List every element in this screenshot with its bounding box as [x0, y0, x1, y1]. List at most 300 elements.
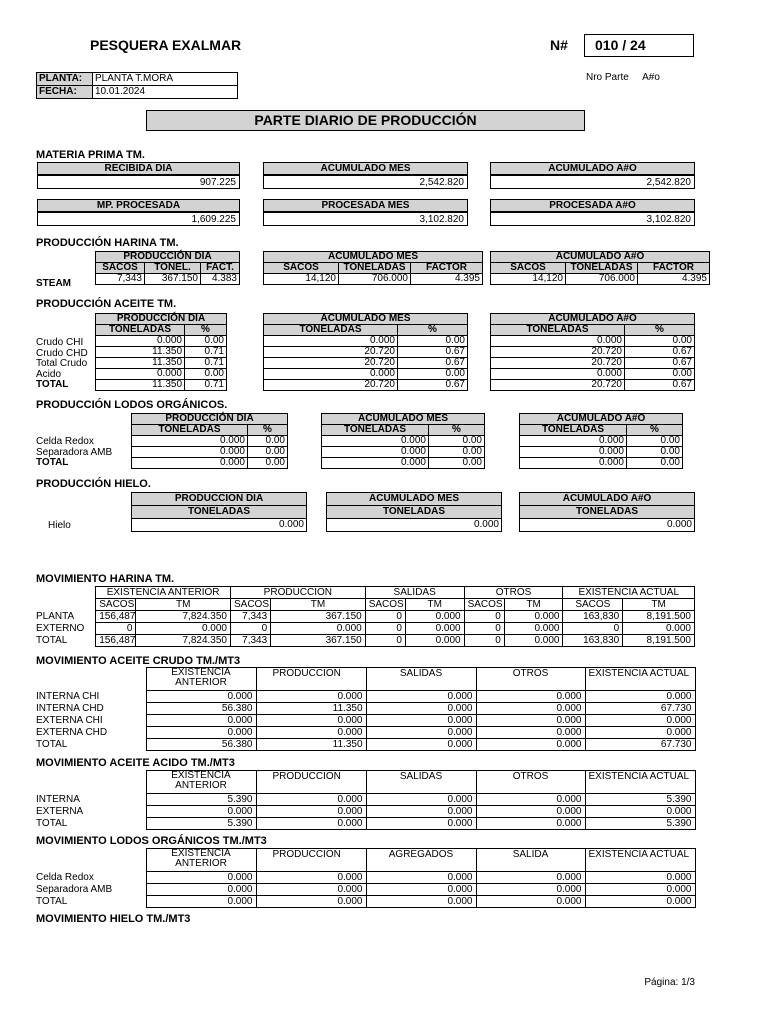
mov_aceite_crudo-cell: 56.380 — [146, 703, 256, 715]
lodos-row — [520, 447, 683, 458]
harina-value-row — [96, 274, 240, 285]
page-number: Página: 1/3 — [644, 977, 695, 988]
harina-title: PRODUCCIÓN HARINA TM. — [36, 237, 179, 249]
aceite-row-label: TOTAL — [36, 379, 69, 390]
mov-harina-cell: 367.150 — [271, 611, 366, 623]
mov_aceite_acido-header-row — [36, 771, 695, 794]
hielo-title: PRODUCCIÓN HIELO. — [36, 478, 151, 490]
mov_lodos-cell: 0.000 — [585, 872, 695, 884]
lodos-col-row — [132, 425, 288, 436]
harina-block-title: ACUMULADO MES — [264, 252, 483, 263]
mov-harina-sub: TM — [136, 599, 231, 611]
aceite-cell: 20.720 — [491, 358, 625, 369]
hielo-value-row — [520, 519, 695, 532]
mov-harina-cell: 7,343 — [230, 611, 270, 623]
aceite-row — [264, 369, 468, 380]
lodos-title-row — [132, 414, 288, 425]
mov_lodos-cell: 0.000 — [366, 884, 476, 896]
mov-harina-cell: 367.150 — [271, 635, 366, 647]
mov_aceite_crudo-row — [36, 739, 695, 751]
lodos-row — [322, 458, 485, 469]
lodos-cell: 0.000 — [132, 436, 248, 447]
lodos-col-header: % — [627, 425, 683, 436]
lodos-cell: 0.00 — [627, 447, 683, 458]
mov-harina-title: MOVIMIENTO HARINA TM. — [36, 573, 175, 585]
aceite-cell: 0.00 — [398, 336, 468, 347]
harina-col-header: SACOS — [96, 263, 145, 274]
mov_aceite_acido-cell: 0.000 — [256, 806, 366, 818]
mov_aceite_crudo-col-header: EXISTENCIA ANTERIOR — [146, 668, 256, 691]
lodos-cell: 0.000 — [322, 436, 429, 447]
harina-col-header: FACT. — [201, 263, 240, 274]
aceite-row — [96, 336, 227, 347]
mov_aceite_crudo-cell: 0.000 — [366, 715, 476, 727]
mov_aceite_crudo-cell: 0.000 — [146, 691, 256, 703]
aceite-col-row — [491, 325, 695, 336]
mov_aceite_acido-cell: 0.000 — [256, 794, 366, 806]
planta-value: PLANTA T.MORA — [93, 73, 238, 86]
aceite-col-header: % — [625, 325, 695, 336]
mov-harina-cell: 0 — [464, 635, 504, 647]
aceite-block — [263, 313, 468, 391]
mov_aceite_acido-cell: 0.000 — [366, 818, 476, 830]
mov_aceite_acido-row — [36, 818, 695, 830]
mov-harina-group: PRODUCCION — [230, 587, 365, 599]
aceite-col-header: TONELADAS — [96, 325, 185, 336]
mov_aceite_acido-cell: 0.000 — [366, 806, 476, 818]
mov_aceite_crudo-cell: 0.000 — [256, 727, 366, 739]
harina-block — [263, 251, 483, 285]
harina-col-header: TONEL. — [145, 263, 201, 274]
planta-fecha-table — [36, 72, 238, 99]
mov_aceite_crudo-cell: 0.000 — [256, 691, 366, 703]
aceite-cell: 0.67 — [398, 380, 468, 391]
lodos-block-title: ACUMULADO MES — [322, 414, 485, 425]
report-title: PARTE DIARIO DE PRODUCCIÓN — [146, 110, 585, 131]
mp-label: RECIBIDA DIA — [37, 162, 240, 175]
mov_aceite_acido-cell: 0.000 — [366, 794, 476, 806]
mov_aceite_crudo-cell: 0.000 — [366, 703, 476, 715]
mov_lodos-row — [36, 884, 695, 896]
lodos-block — [321, 413, 485, 469]
mov-harina-group: SALIDAS — [365, 587, 464, 599]
mov_aceite_crudo-header-row — [36, 668, 695, 691]
mp-label: PROCESADA A#O — [490, 199, 695, 212]
harina-row-label: STEAM — [36, 278, 71, 289]
aceite-row — [96, 369, 227, 380]
mov-harina-cell: 0 — [96, 623, 136, 635]
aceite-cell: 20.720 — [491, 347, 625, 358]
nro-parte — [586, 72, 660, 83]
mov_aceite_crudo-cell: 67.730 — [585, 703, 695, 715]
harina-title-row — [491, 252, 710, 263]
mov_lodos-row-label: TOTAL — [36, 896, 68, 907]
harina-cell: 14,120 — [264, 274, 339, 285]
mp-label: PROCESADA MES — [263, 199, 468, 212]
hielo-row-label: Hielo — [48, 520, 71, 531]
aceite-block — [95, 313, 227, 391]
harina-cell: 706.000 — [566, 274, 638, 285]
mov_lodos-row — [36, 872, 695, 884]
mov_aceite_crudo-cell: 0.000 — [585, 727, 695, 739]
mov-harina-cell: 0 — [230, 623, 270, 635]
aceite-cell: 20.720 — [264, 358, 398, 369]
mov_lodos-cell: 0.000 — [476, 884, 585, 896]
aceite-title: PRODUCCIÓN ACEITE TM. — [36, 298, 177, 310]
aceite-cell: 0.67 — [398, 358, 468, 369]
harina-cell: 367.150 — [145, 274, 201, 285]
harina-cell: 7,343 — [96, 274, 145, 285]
lodos-cell: 0.00 — [429, 447, 485, 458]
mov_aceite_crudo-row — [36, 727, 695, 739]
mov_aceite_crudo-cell: 0.000 — [476, 715, 585, 727]
mov-harina-cell: 0 — [365, 611, 405, 623]
lodos-col-row — [322, 425, 485, 436]
mov-harina-cell: 0.000 — [405, 635, 464, 647]
mov_aceite_crudo-cell: 0.000 — [476, 727, 585, 739]
lodos-row — [132, 436, 288, 447]
mov-harina-sub: SACOS — [230, 599, 270, 611]
mov_aceite_crudo-row — [36, 691, 695, 703]
mov-harina-cell: 0.000 — [405, 623, 464, 635]
mov_aceite_crudo-cell: 0.000 — [256, 715, 366, 727]
blank-cell — [36, 587, 96, 599]
mov_aceite_crudo-cell: 11.350 — [256, 739, 366, 751]
mp-value: 3,102.820 — [263, 212, 468, 226]
hielo-block-title: ACUMULADO A#O — [520, 493, 695, 506]
aceite-title-row — [491, 314, 695, 325]
lodos-cell: 0.000 — [520, 436, 627, 447]
mov_lodos-cell: 0.000 — [366, 872, 476, 884]
aceite-cell: 0.000 — [96, 369, 185, 380]
aceite-cell: 11.350 — [96, 347, 185, 358]
hielo-cell: 0.000 — [520, 519, 695, 532]
aceite-block — [490, 313, 695, 391]
hielo-block — [326, 492, 502, 532]
fecha-label: FECHA: — [37, 86, 93, 99]
mov-harina-sub: SACOS — [365, 599, 405, 611]
mov-harina-cell: 7,824.350 — [136, 635, 231, 647]
mov-harina-group: OTROS — [464, 587, 563, 599]
lodos-cell: 0.000 — [132, 447, 248, 458]
mov_lodos-cell: 0.000 — [476, 896, 585, 908]
aceite-row-label: Crudo CHD — [36, 347, 88, 359]
company-name: PESQUERA EXALMAR — [90, 37, 242, 53]
aceite-row-label: Crudo CHI — [36, 337, 84, 348]
aceite-cell: 0.00 — [398, 369, 468, 380]
aceite-cell: 0.00 — [185, 369, 227, 380]
aceite-title-row — [96, 314, 227, 325]
lodos-cell: 0.000 — [322, 458, 429, 469]
aceite-block-title: ACUMULADO A#O — [491, 314, 695, 325]
hielo-col-row — [327, 506, 502, 519]
mov-harina-table — [36, 586, 695, 647]
lodos-cell: 0.00 — [429, 458, 485, 469]
mp-value: 907.225 — [37, 175, 240, 189]
mov_aceite_acido-row — [36, 794, 695, 806]
mov-harina-group-row — [36, 587, 695, 599]
aceite-row — [96, 380, 227, 391]
mov-harina-row — [36, 635, 695, 647]
aceite-row — [264, 347, 468, 358]
mov_aceite_crudo-table — [36, 667, 696, 751]
mov-aceite-crudo-title: MOVIMIENTO ACEITE CRUDO TM./MT3 — [36, 655, 241, 667]
mov_aceite_acido-cell: 0.000 — [476, 806, 585, 818]
mov_aceite_crudo-cell: 0.000 — [476, 703, 585, 715]
mov_lodos-cell: 0.000 — [585, 884, 695, 896]
lodos-row — [520, 436, 683, 447]
harina-cell: 14,120 — [491, 274, 566, 285]
mov-harina-group: EXISTENCIA ACTUAL — [563, 587, 695, 599]
harina-col-row — [96, 263, 240, 274]
aceite-row — [491, 347, 695, 358]
mov_lodos-col-header: PRODUCCION — [256, 849, 366, 872]
aceite-cell: 0.00 — [625, 369, 695, 380]
mp-value: 3,102.820 — [490, 212, 695, 226]
hielo-block — [131, 492, 307, 532]
mov-harina-row-label: TOTAL — [36, 635, 68, 646]
lodos-cell: 0.00 — [248, 447, 288, 458]
mov-harina-row-label: EXTERNO — [36, 623, 85, 634]
mov_lodos-cell: 0.000 — [256, 896, 366, 908]
harina-cell: 4.395 — [411, 274, 483, 285]
lodos-row — [132, 458, 288, 469]
mov-harina-cell: 8,191.500 — [623, 611, 695, 623]
doc-number-label: N# — [550, 37, 568, 53]
hielo-col-header: TONELADAS — [520, 506, 695, 519]
mov-harina-cell: 0.000 — [504, 623, 563, 635]
mov_lodos-col-header: AGREGADOS — [366, 849, 476, 872]
mov_aceite_acido-row — [36, 806, 695, 818]
mov-harina-cell: 163,830 — [563, 635, 623, 647]
hielo-title-row — [132, 493, 307, 506]
lodos-block-title: ACUMULADO A#O — [520, 414, 683, 425]
mov_lodos-cell: 0.000 — [256, 884, 366, 896]
mov_aceite_acido-col-header: PRODUCCION — [256, 771, 366, 794]
mov-harina-cell: 156,487 — [96, 635, 136, 647]
hielo-title-row — [327, 493, 502, 506]
blank-cell — [36, 599, 96, 611]
lodos-cell: 0.000 — [132, 458, 248, 469]
lodos-row — [520, 458, 683, 469]
mov-harina-cell: 0 — [563, 623, 623, 635]
aceite-cell: 0.71 — [185, 358, 227, 369]
mov_aceite_crudo-cell: 0.000 — [146, 715, 256, 727]
mov-harina-sub-row — [36, 599, 695, 611]
mov-harina-sub: TM — [271, 599, 366, 611]
fecha-value: 10.01.2024 — [93, 86, 238, 99]
mov-harina-cell: 8,191.500 — [623, 635, 695, 647]
lodos-row-label: Celda Redox — [36, 436, 94, 447]
mov_aceite_crudo-row-label: EXTERNA CHD — [36, 727, 108, 738]
aceite-cell: 20.720 — [264, 380, 398, 391]
mov_aceite_acido-cell: 0.000 — [146, 806, 256, 818]
aceite-cell: 0.67 — [625, 380, 695, 391]
hielo-col-header: TONELADAS — [327, 506, 502, 519]
mov-aceite-acido-title: MOVIMIENTO ACEITE ACIDO TM./MT3 — [36, 757, 235, 769]
lodos-col-row — [520, 425, 683, 436]
mov_lodos-cell: 0.000 — [256, 872, 366, 884]
mov_lodos-cell: 0.000 — [476, 872, 585, 884]
mov_lodos-cell: 0.000 — [146, 884, 256, 896]
harina-cell: 4.383 — [201, 274, 240, 285]
mov-harina-cell: 0 — [365, 623, 405, 635]
lodos-cell: 0.000 — [520, 447, 627, 458]
lodos-cell: 0.000 — [520, 458, 627, 469]
mov_aceite_crudo-cell: 56.380 — [146, 739, 256, 751]
nro-parte-value: A#o — [642, 72, 660, 83]
mov_lodos-cell: 0.000 — [146, 872, 256, 884]
mov_aceite_crudo-row-label: EXTERNA CHI — [36, 715, 103, 726]
hielo-cell: 0.000 — [327, 519, 502, 532]
mov-harina-cell: 7,343 — [230, 635, 270, 647]
lodos-block — [131, 413, 288, 469]
aceite-cell: 0.000 — [491, 369, 625, 380]
hielo-cell: 0.000 — [132, 519, 307, 532]
planta-label: PLANTA: — [37, 73, 93, 86]
mp-label: ACUMULADO A#O — [490, 162, 695, 175]
hielo-block-title: PRODUCCION DIA — [132, 493, 307, 506]
mov_lodos-row-label: Separadora AMB — [36, 884, 113, 895]
lodos-col-header: TONELADAS — [520, 425, 627, 436]
mov_aceite_crudo-row-label: TOTAL — [36, 739, 68, 750]
mov-harina-cell: 156,487 — [96, 611, 136, 623]
aceite-title-row — [264, 314, 468, 325]
mov-harina-sub: SACOS — [96, 599, 136, 611]
harina-value-row — [264, 274, 483, 285]
hielo-block — [519, 492, 695, 532]
harina-col-header: FACTOR — [638, 263, 710, 274]
mov_lodos-col-header: EXISTENCIA ACTUAL — [585, 849, 695, 872]
harina-title-row — [264, 252, 483, 263]
aceite-row-label: Acido — [36, 368, 62, 380]
mov-harina-cell: 163,830 — [563, 611, 623, 623]
mov-lodos-title: MOVIMIENTO LODOS ORGÁNICOS TM./MT3 — [36, 835, 267, 847]
mp-label: MP. PROCESADA — [37, 199, 240, 212]
mov-harina-cell: 0 — [464, 611, 504, 623]
aceite-cell: 20.720 — [264, 347, 398, 358]
mov-harina-row-label: PLANTA — [36, 611, 75, 622]
lodos-block — [519, 413, 683, 469]
mov_lodos-row-label: Celda Redox — [36, 872, 94, 883]
aceite-row-label: Total Crudo — [36, 358, 88, 369]
aceite-row — [96, 347, 227, 358]
lodos-cell: 0.000 — [322, 447, 429, 458]
aceite-cell: 0.00 — [185, 336, 227, 347]
mov_lodos-header-row — [36, 849, 695, 872]
aceite-row — [264, 380, 468, 391]
aceite-cell: 0.71 — [185, 347, 227, 358]
mov_lodos-cell: 0.000 — [366, 896, 476, 908]
mov_aceite_acido-col-header: EXISTENCIA ANTERIOR — [146, 771, 256, 794]
harina-title-row — [96, 252, 240, 263]
hielo-value-row — [327, 519, 502, 532]
mov_aceite_acido-cell: 0.000 — [585, 806, 695, 818]
mov_aceite_acido-cell: 5.390 — [146, 794, 256, 806]
mov-harina-group: EXISTENCIA ANTERIOR — [96, 587, 231, 599]
aceite-cell: 0.000 — [491, 336, 625, 347]
mov_aceite_acido-col-header: OTROS — [476, 771, 585, 794]
mov-harina-cell: 0.000 — [504, 635, 563, 647]
harina-block — [95, 251, 240, 285]
mov-harina-sub: TM — [504, 599, 563, 611]
aceite-row — [264, 358, 468, 369]
harina-block-title: PRODUCCIÓN DIA — [96, 252, 240, 263]
mov_aceite_crudo-row-label: INTERNA CHI — [36, 691, 100, 702]
mov_aceite_acido-col-header: SALIDAS — [366, 771, 476, 794]
harina-value-row — [491, 274, 710, 285]
aceite-cell: 20.720 — [491, 380, 625, 391]
mov_aceite_crudo-cell: 0.000 — [366, 739, 476, 751]
mov_lodos-cell: 0.000 — [146, 896, 256, 908]
blank-cell — [36, 771, 146, 794]
hielo-col-row — [132, 506, 307, 519]
lodos-row — [322, 436, 485, 447]
mov_aceite_acido-cell: 0.000 — [476, 818, 585, 830]
harina-col-row — [264, 263, 483, 274]
mov-harina-cell: 0.000 — [271, 623, 366, 635]
mp-value: 1,609.225 — [37, 212, 240, 226]
mov_aceite_crudo-cell: 0.000 — [146, 727, 256, 739]
aceite-col-row — [96, 325, 227, 336]
lodos-title-row — [322, 414, 485, 425]
aceite-cell: 0.000 — [264, 336, 398, 347]
aceite-col-row — [264, 325, 468, 336]
harina-col-header: SACOS — [264, 263, 339, 274]
aceite-row — [491, 358, 695, 369]
lodos-cell: 0.00 — [627, 436, 683, 447]
mov_aceite_crudo-cell: 0.000 — [366, 691, 476, 703]
blank-cell — [36, 849, 146, 872]
mov_aceite_crudo-row — [36, 715, 695, 727]
lodos-cell: 0.00 — [627, 458, 683, 469]
lodos-row — [132, 447, 288, 458]
harina-cell: 4.395 — [638, 274, 710, 285]
lodos-col-header: % — [248, 425, 288, 436]
mov_aceite_acido-cell: 5.390 — [146, 818, 256, 830]
lodos-col-header: TONELADAS — [322, 425, 429, 436]
blank-cell — [36, 668, 146, 691]
lodos-row — [322, 447, 485, 458]
lodos-block-title: PRODUCCIÓN DIA — [132, 414, 288, 425]
mov_aceite_acido-row-label: TOTAL — [36, 818, 68, 829]
mov_aceite_crudo-cell: 11.350 — [256, 703, 366, 715]
harina-col-header: TONELADAS — [566, 263, 638, 274]
hielo-block-title: ACUMULADO MES — [327, 493, 502, 506]
mov-harina-sub: TM — [405, 599, 464, 611]
aceite-cell: 0.67 — [625, 358, 695, 369]
aceite-cell: 0.67 — [398, 347, 468, 358]
mov_aceite_crudo-cell: 0.000 — [366, 727, 476, 739]
hielo-col-row — [520, 506, 695, 519]
aceite-row — [491, 336, 695, 347]
mov_aceite_crudo-cell: 0.000 — [476, 739, 585, 751]
aceite-row — [264, 336, 468, 347]
lodos-title: PRODUCCIÓN LODOS ORGÁNICOS. — [36, 399, 228, 411]
harina-col-header: TONELADAS — [339, 263, 411, 274]
mov-harina-sub: TM — [623, 599, 695, 611]
aceite-block-title: ACUMULADO MES — [264, 314, 468, 325]
aceite-col-header: TONELADAS — [491, 325, 625, 336]
mov_lodos-col-header: SALIDA — [476, 849, 585, 872]
mov-harina-cell: 0.000 — [623, 623, 695, 635]
mov_aceite_acido-cell: 5.390 — [585, 818, 695, 830]
hielo-title-row — [520, 493, 695, 506]
mov_aceite_crudo-col-header: PRODUCCION — [256, 668, 366, 691]
mov_aceite_crudo-cell: 0.000 — [585, 691, 695, 703]
mov_lodos-col-header: EXISTENCIA ANTERIOR — [146, 849, 256, 872]
mov-harina-sub: SACOS — [563, 599, 623, 611]
